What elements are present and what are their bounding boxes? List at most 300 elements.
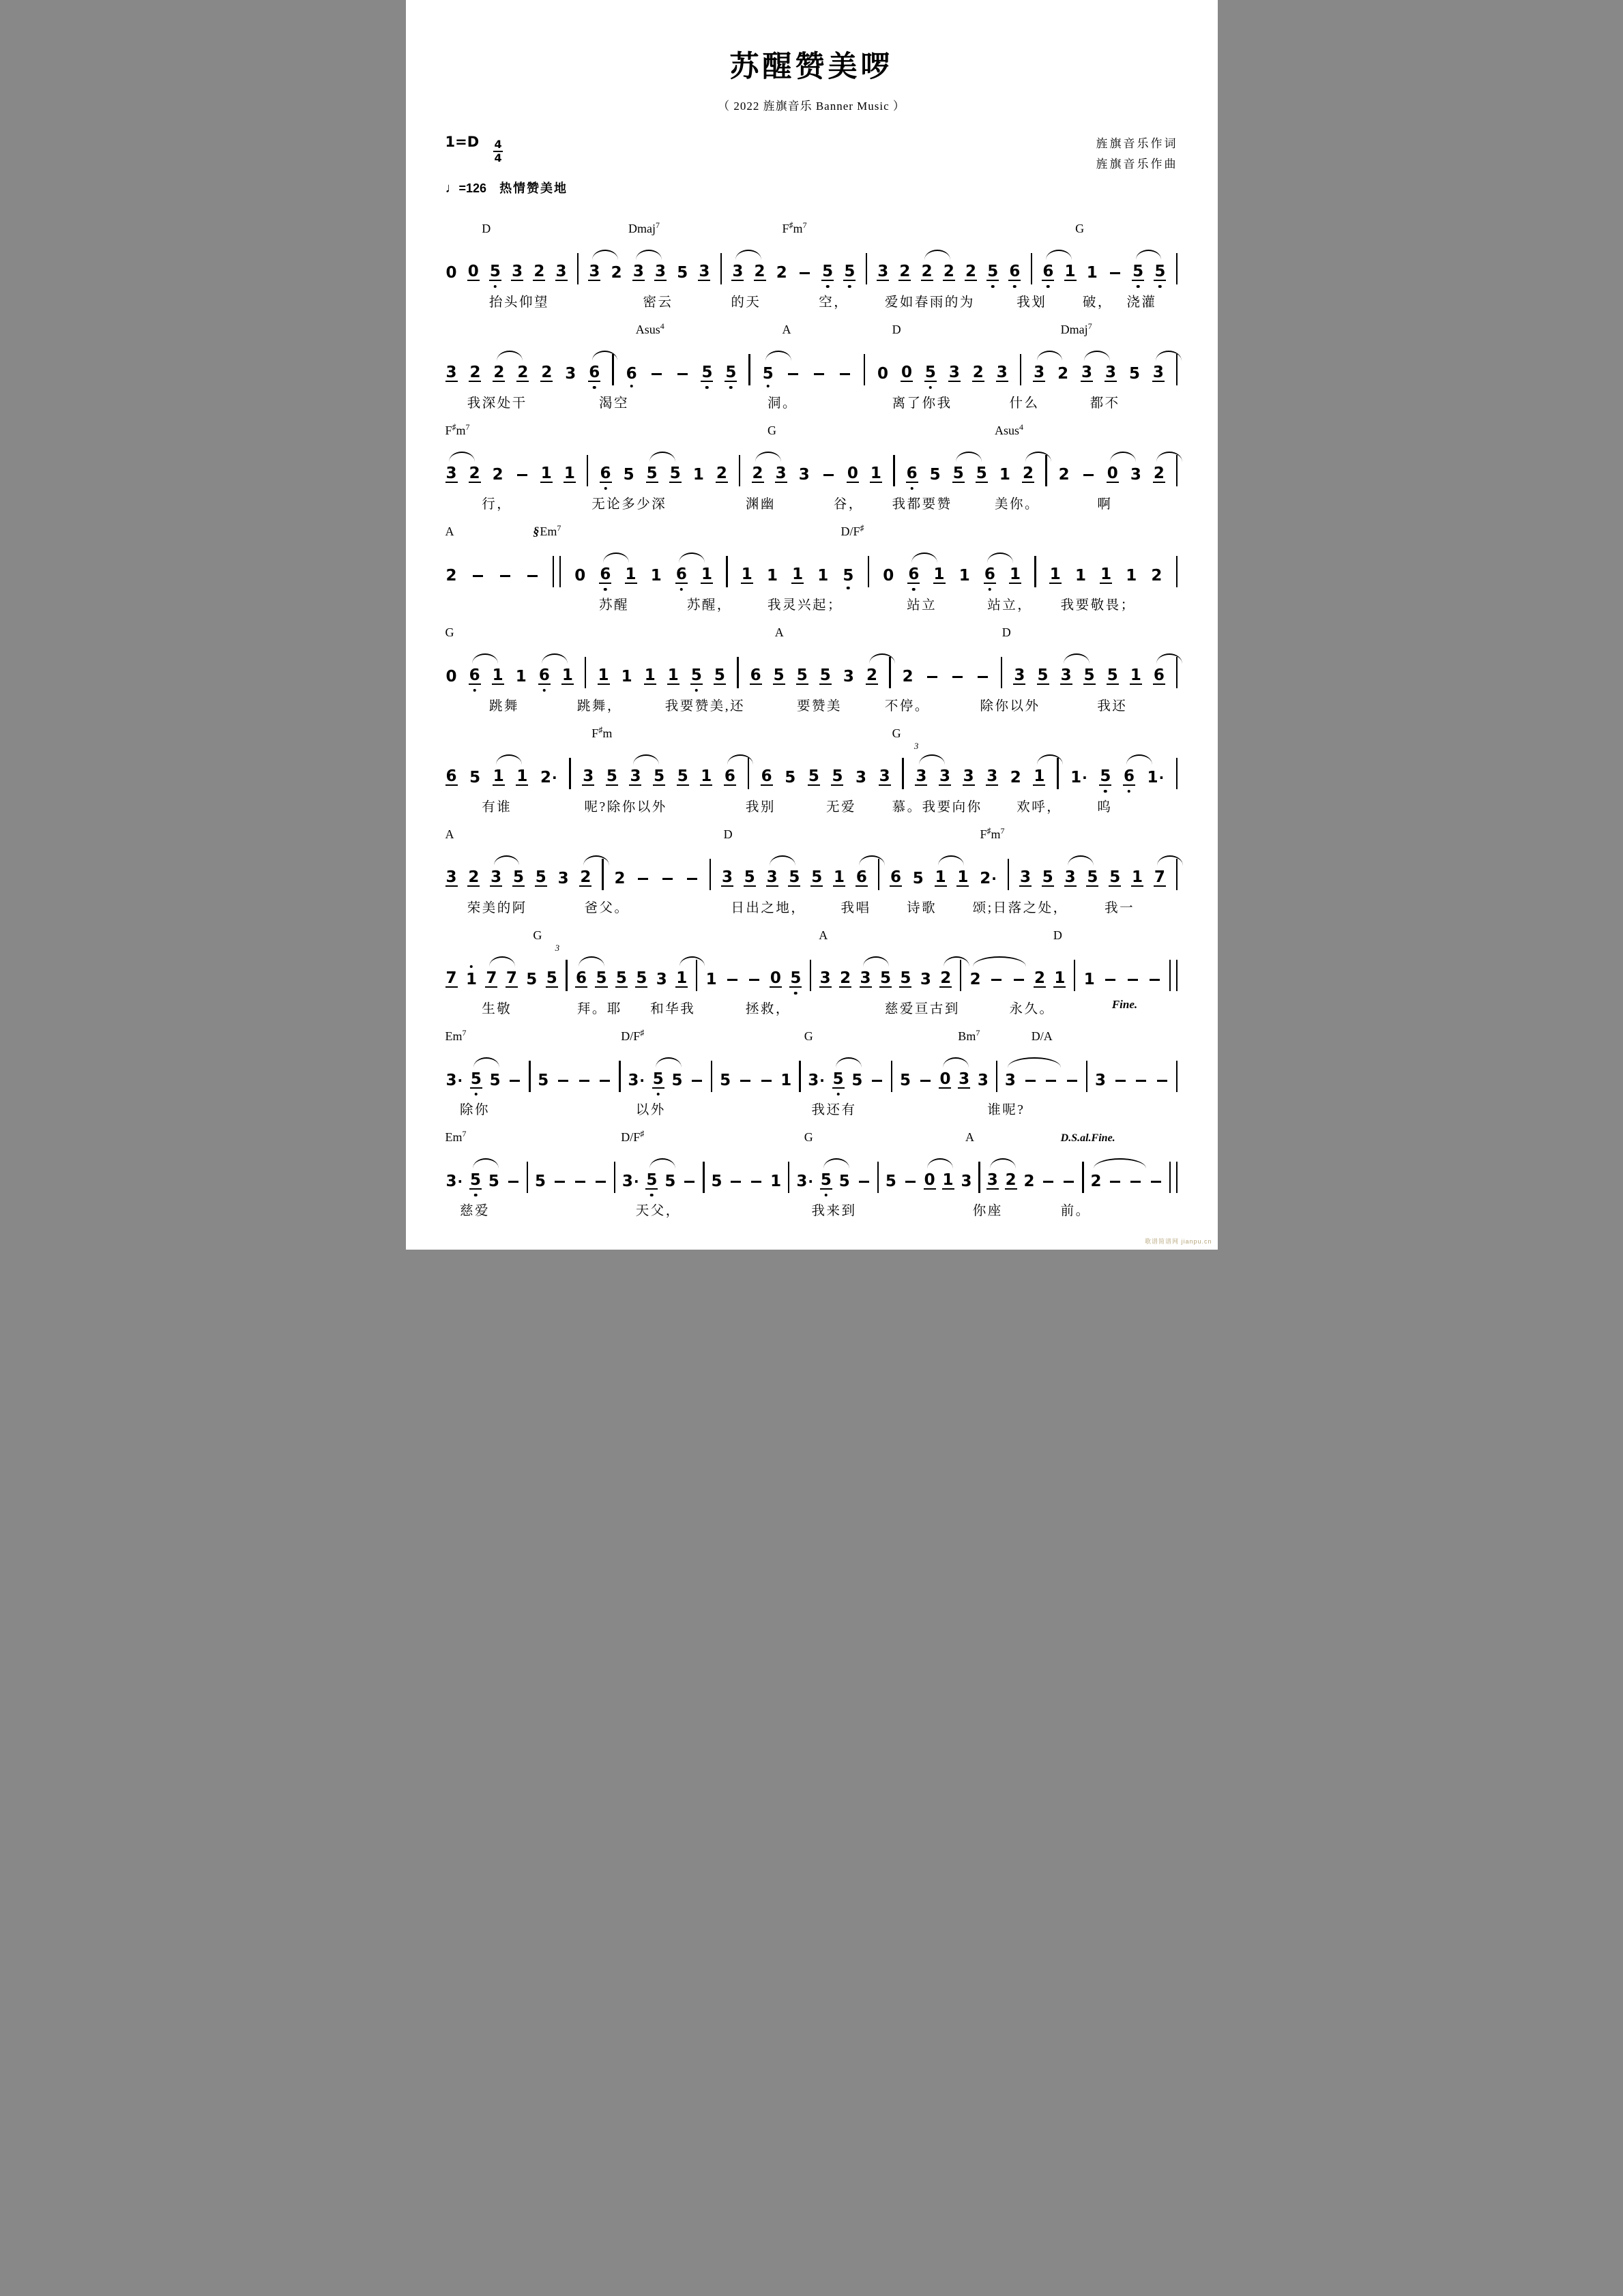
- lyric-segment: 慕。我要向你: [892, 800, 982, 814]
- lyric-segment: 要赞美: [797, 699, 843, 713]
- note-value: 3: [1004, 1071, 1016, 1089]
- note: [1131, 866, 1143, 887]
- note: [877, 261, 889, 281]
- note: [644, 664, 656, 685]
- note-value: [690, 1073, 704, 1089]
- lyric-segment: 我一: [1105, 901, 1135, 915]
- note-value: 3: [963, 767, 974, 785]
- note-value: 6: [1153, 666, 1165, 684]
- note: [1099, 765, 1111, 786]
- lyric-segment: 我划: [1017, 295, 1047, 310]
- barline: [1176, 758, 1178, 789]
- note: [1081, 362, 1093, 382]
- note-value: 2: [1090, 1172, 1102, 1190]
- note: [912, 866, 924, 887]
- note-value: [577, 1073, 591, 1089]
- note-value: 3·: [445, 1172, 463, 1190]
- slur-arc-icon: [473, 1158, 499, 1168]
- note: [719, 1068, 731, 1089]
- note-value: 1: [598, 666, 609, 684]
- note-value: 3: [1152, 363, 1164, 381]
- note: [788, 866, 800, 887]
- note: [625, 563, 637, 584]
- note: [979, 866, 997, 887]
- lyric-segment: 慈爱: [459, 1204, 490, 1218]
- lyrics-row: [445, 392, 1178, 411]
- dot-after-icon: ·: [551, 769, 557, 786]
- sharp-icon: ♯: [640, 1129, 645, 1138]
- note: [784, 765, 796, 786]
- note-value: 5: [785, 768, 796, 786]
- lyric-segment: 我来到: [811, 1204, 857, 1218]
- lyrics-row: [445, 897, 1178, 916]
- sharp-icon: ♯: [860, 523, 864, 533]
- note-value: 5: [1154, 263, 1166, 281]
- note-value: 2: [752, 464, 763, 482]
- note-value: 1: [516, 767, 528, 785]
- chord-extension: 7: [976, 1028, 980, 1037]
- dash-note: [636, 866, 650, 887]
- note-value: 5: [1128, 364, 1140, 383]
- note-value: [976, 669, 990, 686]
- note: [613, 866, 626, 887]
- note-value: 1: [650, 566, 662, 585]
- note-value: 1: [1126, 566, 1137, 585]
- note-value: 5: [808, 767, 819, 785]
- dash-note: [950, 664, 965, 685]
- note-value: [682, 1174, 697, 1190]
- barline: [726, 556, 728, 587]
- note-value: 5: [652, 1071, 664, 1089]
- note-value: 5: [762, 366, 774, 382]
- lyric-segment: 跳舞: [488, 699, 519, 713]
- note-value: 1: [705, 970, 717, 988]
- chord-label: Dmaj$^7$: [1060, 321, 1092, 336]
- note-value: 2: [921, 262, 933, 280]
- dash-icon: [1136, 1080, 1146, 1083]
- note-value: 1: [1100, 565, 1112, 583]
- dash-icon: [473, 575, 483, 578]
- note: [890, 866, 902, 887]
- note-value: [685, 871, 699, 887]
- note: [700, 765, 712, 786]
- note: [445, 563, 458, 584]
- note: [714, 664, 726, 685]
- note-value: 2: [1034, 969, 1045, 987]
- note-value: [508, 1073, 522, 1089]
- slur-arc-icon: [1126, 754, 1152, 765]
- note: [833, 866, 845, 887]
- note: [839, 967, 851, 988]
- note: [469, 462, 481, 483]
- octave-dot-below-icon: [836, 1093, 840, 1096]
- note-value: 2: [1151, 566, 1163, 585]
- direction-mark: D.S.al.Fine.: [1060, 1132, 1115, 1144]
- barline: [739, 455, 741, 486]
- lyric-segment: 爸父。: [584, 901, 630, 915]
- note: [621, 664, 633, 685]
- note: [1083, 967, 1096, 988]
- note-value: 3: [1064, 868, 1076, 886]
- note-value: 5: [842, 568, 854, 584]
- lyric-segment: 抬头仰望: [488, 295, 549, 310]
- note: [1042, 261, 1054, 281]
- lyric-segment: 拯救，: [745, 1002, 791, 1016]
- note-value: 2: [902, 667, 913, 686]
- note-value: 6: [761, 767, 772, 785]
- lyric-segment: 行，: [482, 497, 512, 512]
- note-value: [1149, 1174, 1163, 1190]
- note: [798, 462, 810, 483]
- note-value: 6: [576, 969, 587, 987]
- note: [515, 664, 527, 685]
- note-value: 5: [773, 666, 785, 684]
- dash-note: [747, 967, 761, 988]
- note: [744, 866, 756, 887]
- slur-arc-icon: [473, 1057, 499, 1068]
- note: [948, 362, 961, 382]
- dash-icon: [558, 1080, 568, 1083]
- note-value: 6: [469, 667, 481, 685]
- note-value: [870, 1073, 884, 1089]
- note: [588, 362, 600, 382]
- note: [716, 462, 728, 483]
- note-value: 1: [564, 464, 575, 482]
- note: [445, 362, 458, 382]
- note: [789, 967, 802, 988]
- note: [902, 664, 914, 685]
- note: [761, 765, 773, 786]
- dash-note: [870, 1068, 884, 1089]
- chord-label: A: [965, 1130, 975, 1144]
- chord-extension: 7: [557, 523, 561, 533]
- note-value: 6: [984, 566, 996, 584]
- composer-credit: 旌旗音乐作曲: [1096, 157, 1178, 171]
- note-value: [1041, 1174, 1055, 1190]
- note-value: [1044, 1073, 1058, 1089]
- note-value: [498, 568, 512, 585]
- note-value: [556, 1073, 570, 1089]
- note: [488, 1169, 500, 1190]
- note-value: [747, 972, 761, 988]
- note-value: 5: [789, 970, 802, 988]
- slur-arc-icon: [869, 653, 895, 664]
- note-value: 2: [716, 464, 727, 482]
- octave-dot-below-icon: [910, 487, 913, 490]
- note-value: 0: [445, 263, 457, 282]
- note-value: 2: [533, 262, 545, 280]
- barline: [710, 859, 712, 890]
- note-value: 2: [469, 363, 481, 381]
- dash-icon: [555, 1181, 565, 1183]
- dash-note: [1062, 1169, 1076, 1190]
- chord-row: [445, 1128, 1178, 1145]
- note-value: 3: [589, 262, 600, 280]
- lyric-segment: 跳舞，: [576, 699, 622, 713]
- note-value: 3: [1034, 363, 1045, 381]
- note: [1086, 261, 1098, 281]
- note: [540, 362, 553, 382]
- note: [851, 1068, 863, 1089]
- slur-arc-icon: [1068, 855, 1094, 866]
- octave-dot-below-icon: [680, 588, 684, 591]
- chord-label: Dmaj$^7$: [628, 220, 660, 235]
- note-value: 3: [1105, 363, 1117, 381]
- note-value: 3: [879, 767, 890, 785]
- dash-icon: [1157, 1080, 1167, 1083]
- slur-arc-icon: [494, 855, 520, 866]
- note-value: 5: [526, 970, 538, 988]
- chord-label: F♯m: [591, 725, 613, 740]
- dash-icon: [727, 979, 737, 982]
- note: [564, 362, 576, 382]
- octave-dot-below-icon: [1158, 285, 1162, 289]
- dash-note: [498, 563, 512, 584]
- page-title: 苏醒赞美啰: [729, 50, 894, 83]
- note-value: 1: [935, 868, 946, 886]
- note-value: 6: [538, 667, 551, 685]
- note-value: [1113, 1073, 1128, 1089]
- lyrics-row: [445, 998, 1178, 1017]
- note: [489, 1068, 501, 1089]
- dash-note: [1044, 1068, 1058, 1089]
- note: [588, 261, 600, 281]
- dash-icon: [859, 1181, 869, 1183]
- note-value: 1: [999, 465, 1010, 484]
- note: [653, 765, 665, 786]
- dash-note: [738, 1068, 752, 1089]
- credits-block: [1096, 134, 1178, 175]
- dash-icon: [692, 1080, 702, 1083]
- dash-note: [918, 1068, 933, 1089]
- barline: [602, 859, 604, 890]
- lyric-segment: 破，: [1082, 295, 1113, 310]
- sharp-icon: ♯: [598, 725, 603, 735]
- dot-after-icon: ·: [1082, 769, 1087, 786]
- dash-icon: [751, 1181, 761, 1183]
- note-value: 5: [669, 464, 681, 482]
- music-line: [445, 926, 1178, 1017]
- chord-row: [445, 926, 1178, 953]
- note: [632, 261, 645, 281]
- dash-note: [525, 563, 540, 584]
- barline: [577, 253, 579, 284]
- octave-dot-below-icon: [825, 1194, 828, 1197]
- note-value: 1: [1086, 263, 1098, 282]
- chord-label: A: [819, 928, 828, 942]
- octave-dot-below-icon: [848, 285, 851, 289]
- note-value: 7: [506, 969, 517, 987]
- music-line: [445, 724, 1178, 815]
- note-value: 6: [588, 364, 600, 382]
- chord-label: Asus$^4$: [635, 321, 664, 336]
- octave-dot-below-icon: [656, 1093, 660, 1096]
- time-signature: [493, 139, 502, 164]
- octave-dot-below-icon: [494, 285, 497, 289]
- note: [1123, 765, 1135, 786]
- dash-icon: [1115, 1080, 1126, 1083]
- note-value: [675, 366, 690, 383]
- note: [676, 261, 688, 281]
- note-value: 1: [625, 565, 637, 583]
- chord-label: Asus$^4$: [995, 422, 1024, 437]
- slur-arc-icon: [1037, 754, 1063, 765]
- dash-note: [506, 1169, 521, 1190]
- note: [485, 967, 497, 988]
- lyric-segment: 谁呢?: [987, 1103, 1025, 1117]
- note-value: 3: [1014, 666, 1025, 684]
- octave-dot-below-icon: [826, 285, 830, 289]
- note-value: 6: [1123, 768, 1135, 786]
- note: [629, 765, 641, 786]
- dash-note: [573, 1169, 587, 1190]
- note: [976, 462, 988, 483]
- note-value: 5: [819, 666, 831, 684]
- notes-row: [445, 550, 1178, 584]
- note-value: 5: [623, 465, 634, 484]
- dash-note: [857, 1169, 871, 1190]
- note-value: 2: [1058, 465, 1070, 484]
- lyrics-row: [445, 493, 1178, 512]
- dash-icon: [761, 1080, 772, 1083]
- note-value: 1: [667, 666, 679, 684]
- note-value: 5: [690, 667, 703, 685]
- note-value: [821, 467, 836, 484]
- note: [1058, 462, 1070, 483]
- double-barline: [1169, 960, 1178, 991]
- note-value: [1147, 972, 1162, 988]
- note-value: 1: [1132, 868, 1143, 886]
- note: [984, 563, 996, 584]
- note: [780, 1068, 792, 1089]
- chord-label: Em$^7$: [445, 1028, 467, 1043]
- note: [667, 664, 679, 685]
- slur-arc-icon: [770, 855, 795, 866]
- dash-note: [759, 1068, 774, 1089]
- note-value: 1: [492, 666, 503, 684]
- lyricist-credit: 旌旗音乐作词: [1096, 137, 1178, 150]
- slur-arc-icon: [633, 754, 659, 765]
- lyric-segment: 慈爱亘古到: [884, 1002, 960, 1016]
- note-value: 5: [879, 969, 891, 987]
- note-value: [798, 265, 812, 282]
- note: [598, 664, 610, 685]
- note: [855, 765, 867, 786]
- note: [493, 362, 505, 382]
- octave-dot-below-icon: [630, 385, 633, 388]
- lyric-segment: 站立: [907, 598, 937, 613]
- note-value: [903, 1174, 918, 1190]
- barline: [1086, 1061, 1088, 1092]
- lyrics-row: [445, 695, 1178, 714]
- note-value: [925, 669, 939, 686]
- note: [1037, 664, 1049, 685]
- dash-icon: [638, 878, 648, 881]
- dash-icon: [740, 1080, 750, 1083]
- note: [465, 967, 478, 988]
- dash-note: [786, 362, 800, 382]
- note-value: 1: [1074, 566, 1086, 585]
- slur-arc-icon: [1008, 1057, 1060, 1068]
- note-value: [918, 1073, 933, 1089]
- tempo-row: [445, 179, 568, 196]
- barline: [1176, 556, 1178, 587]
- note: [1109, 866, 1121, 887]
- octave-dot-below-icon: [1047, 285, 1050, 289]
- note-value: 5: [952, 464, 964, 482]
- note-value: 3: [632, 262, 644, 280]
- note-value: 1: [1049, 565, 1061, 583]
- note-value: 2: [943, 262, 954, 280]
- note-value: 3: [939, 767, 950, 785]
- note-value: 2: [492, 465, 503, 484]
- note-value: 3: [445, 363, 457, 381]
- note-value: 5: [535, 1172, 546, 1190]
- lyric-segment: 都不: [1090, 396, 1120, 411]
- chord-row: [445, 623, 1178, 640]
- note: [958, 1068, 970, 1089]
- dash-note: [725, 967, 740, 988]
- dash-note: [903, 1169, 918, 1190]
- note-value: 2: [965, 262, 977, 280]
- note-value: 6: [675, 566, 688, 584]
- octave-dot-below-icon: [604, 487, 607, 490]
- dash-icon: [1083, 474, 1094, 477]
- barline: [737, 657, 739, 688]
- lyric-segment: 我还: [1097, 699, 1128, 713]
- note: [650, 563, 662, 584]
- note: [860, 967, 872, 988]
- note-value: 2: [1057, 364, 1069, 383]
- note: [898, 261, 911, 281]
- note-value: 3·: [622, 1172, 639, 1190]
- barline: [566, 960, 568, 991]
- barline: [1074, 960, 1076, 991]
- note-value: 6: [750, 666, 761, 684]
- note-value: 2: [614, 869, 626, 887]
- note: [626, 362, 638, 382]
- note: [445, 765, 458, 786]
- note: [1057, 362, 1069, 382]
- note-value: 3: [920, 970, 931, 988]
- note: [675, 563, 688, 584]
- lyric-segment: 以外: [635, 1103, 666, 1117]
- slur-arc-icon: [649, 452, 675, 462]
- dash-note: [649, 362, 664, 382]
- dot-after-icon: ·: [457, 1173, 463, 1190]
- note-value: 5: [789, 868, 800, 886]
- note: [540, 462, 553, 483]
- note-value: 5: [677, 767, 688, 785]
- direction-mark: Fine.: [1111, 998, 1138, 1011]
- note-value: [1023, 1073, 1038, 1089]
- note-value: 3: [856, 768, 867, 786]
- note: [959, 563, 971, 584]
- lyric-segment: 密云: [643, 295, 673, 310]
- note-value: 5: [838, 1172, 850, 1190]
- note: [1004, 1068, 1017, 1089]
- slur-arc-icon: [990, 1158, 1016, 1168]
- slur-arc-icon: [727, 754, 753, 765]
- rest-note: [445, 664, 458, 685]
- note: [1064, 261, 1077, 281]
- dash-icon: [978, 676, 988, 679]
- dash-icon: [1043, 1181, 1053, 1183]
- dash-icon: [749, 979, 759, 982]
- note: [534, 1169, 546, 1190]
- note: [511, 261, 523, 281]
- note-value: [857, 1174, 871, 1190]
